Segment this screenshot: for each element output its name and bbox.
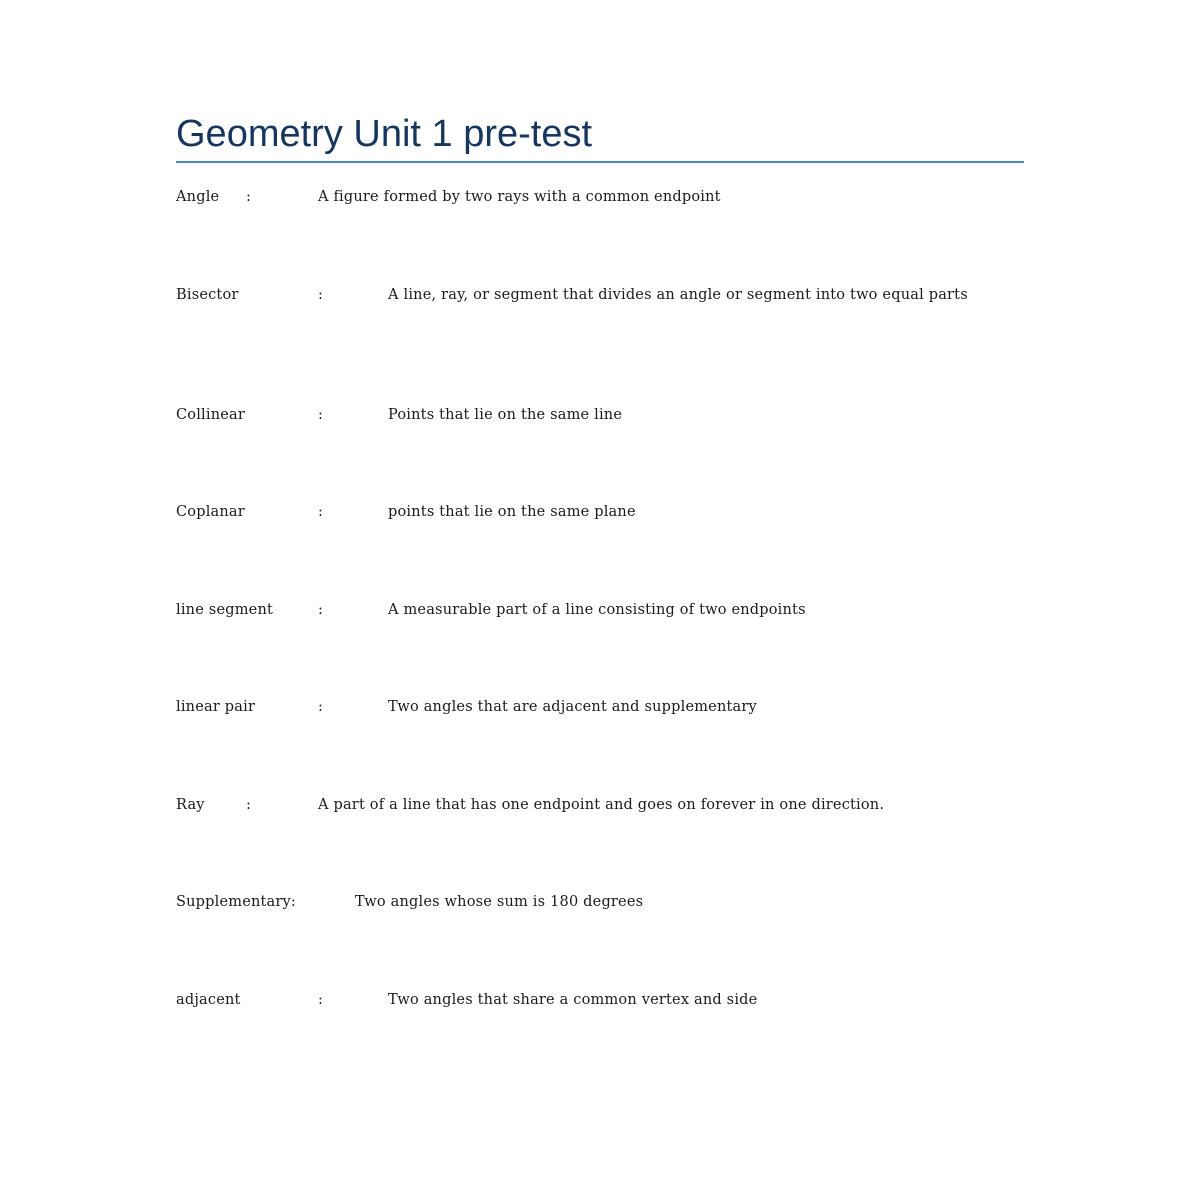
definition-entry-collinear (176, 404, 986, 426)
term: linear pair (176, 699, 256, 715)
term: line segment (176, 602, 274, 618)
term: Angle (176, 189, 220, 205)
term: Ray (176, 797, 205, 813)
definition: A line, ray, or segment that divides an angle or segment into two equal parts (388, 287, 968, 303)
page-title: Geometry Unit 1 pre-test (176, 113, 593, 155)
separator: : (246, 189, 252, 205)
definition-entry-supplementary: Supplementary: Two angles whose sum is 180 degrees (176, 891, 986, 913)
definition: Two angles that share a common vertex and side (388, 992, 758, 1008)
definition-entry-line-segment (176, 599, 986, 621)
separator: : (246, 797, 252, 813)
definition: points that lie on the same plane (388, 504, 636, 520)
separator: : (318, 407, 324, 423)
definition: A measurable part of a line consisting of two endpoints (388, 602, 806, 618)
term: Coplanar (176, 504, 245, 520)
definition-entry-linear-pair (176, 696, 986, 718)
separator: : (318, 699, 324, 715)
term: Bisector (176, 287, 239, 303)
definition: Two angles that are adjacent and supplementary (388, 699, 757, 715)
definition: Two angles whose sum is 180 degrees (354, 894, 644, 910)
separator: : (318, 504, 324, 520)
definition-entry-ray (176, 794, 1026, 816)
separator: : (318, 287, 324, 303)
definition-entry-adjacent (176, 989, 986, 1011)
definition: A figure formed by two rays with a common endpoint (318, 189, 721, 205)
definition: A part of a line that has one endpoint and goes on forever in one direction. (318, 797, 885, 813)
definition-entry-bisector (176, 284, 986, 306)
term: Collinear (176, 407, 246, 423)
term: Supplementary (176, 894, 291, 910)
separator: : (318, 602, 324, 618)
term: adjacent (176, 992, 241, 1008)
definition-entry-coplanar (176, 501, 986, 523)
separator: : (318, 992, 324, 1008)
definition-entry-angle (176, 186, 986, 208)
title-underline (176, 161, 1024, 163)
definition: Points that lie on the same line (388, 407, 623, 423)
